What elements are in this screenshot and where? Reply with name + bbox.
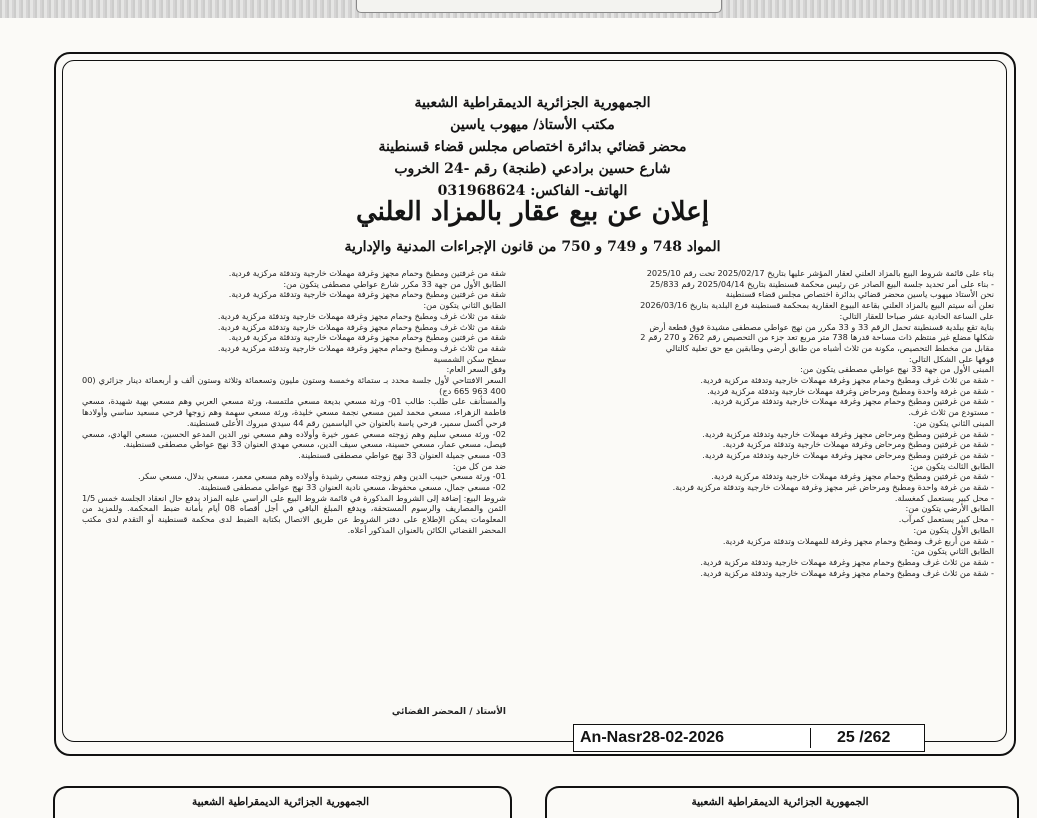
notice-header: [70, 92, 995, 202]
notice-paragraph: 02- ورثة مسعي سليم وهم زوجته مسعي عمور خيرة وأولاده وهم مسعي نور الدين المدعو الحسين، مسعي الهادي، مسعي فيصل، مسعي عمار، مسعي حسينة، مسعي سيف الدين، مسعي مهدي العنوان 33 نهج عواطي مصطفى قسنطينة.: [82, 428, 506, 450]
notice-paragraph: الطابق الثالث يتكون من:: [909, 460, 994, 471]
footer-divider: [810, 728, 811, 748]
notice-paragraph: والمستأنف على طلب: طالب 01- ورثة مسعي بديعة مسعي ملتمسة، ورثة مسعي العربي وهم مسعي بهية شهيدة، مسعي فاطمة الزهراء، مسعي محمد لمين مسعي نجمة مسعي خليدة، ورثة مسعي سهمة وهم زوجها فرحي مسعيد ساسي وأولادها فرحي أكسل سمير، فرحي ياسة بالعنوان حي الياسمين رقم 44 سيدي مبروك الأعلى قسنطينة.: [82, 396, 506, 428]
notice-number: 25 /262: [837, 729, 891, 746]
notice-paragraph: الطابق الثاني يتكون من:: [911, 546, 994, 557]
notice-signature: الأستاذ / المحضر القضائي: [391, 707, 506, 717]
header-jurisdiction: محضر قضائي بدائرة اختصاص مجلس قضاء قسنطينة: [378, 139, 687, 155]
notice-paragraph: نحن الأستاذ ميهوب ياسين محضر قضائي بدائرة اختصاص مجلس قضاء قسنطينة: [725, 289, 994, 300]
notice-paragraph: المبنى الأول من جهة 33 نهج عواطي مصطفى يتكون من:: [800, 364, 994, 375]
notice-paragraph: شقة من ثلاث غرف ومطبخ وحمام مجهز وغرفة مهملات خارجية وتدفئة مركزية فردية.: [217, 321, 506, 332]
notice-paragraph: مقابل من مخطط التحصيص، مكونة من ثلاث أشباه من طابق أرضي وطابقين مع حق تعلية كالتالي: [665, 342, 994, 353]
notice-paragraph: - شقة من غرفتين ومطبخ وحمام مجهز وغرفة مهملات خارجية وتدفئة مركزية فردية.: [711, 471, 994, 482]
notice-paragraph: شقة من ثلاث غرف ومطبخ وحمام مجهز وغرفة مهملات خارجية وتدفئة مركزية فردية.: [217, 342, 506, 353]
next-notice-left-title: الجمهورية الجزائرية الديمقراطية الشعبية: [191, 796, 369, 808]
notice-paragraph: - شقة من ثلاث غرف ومطبخ وحمام مجهز وغرفة مهملات خارجية وتدفئة مركزية فردية.: [700, 567, 994, 578]
notice-paragraph: بناية تقع ببلدية قسنطينة تحمل الرقم 33 و 33 مكرر من نهج عواطي مصطفى مشيدة فوق قطعة أرض: [649, 321, 994, 332]
header-republic: الجمهورية الجزائرية الديمقراطية الشعبية: [414, 95, 651, 111]
notice-paragraph: - شقة من غرفة واحدة ومطبخ ومرحاض وغرفة مهملات خارجية وتدفئة مركزية فردية.: [707, 385, 994, 396]
notice-paragraph: المبنى الثاني يتكون من:: [913, 417, 994, 428]
notice-paragraph: - شقة من غرفتين ومطبخ وحمام مجهز وغرفة مهملات خارجية وتدفئة مركزية فردية.: [711, 396, 994, 407]
header-phone-fax: الهاتف- الفاكس: 031968624: [437, 183, 628, 199]
notice-paragraph: شقة من غرفتين ومطبخ وحمام مجهز وغرفة مهملات خارجية وتدفئة مركزية فردية.: [228, 289, 506, 300]
header-address: شارع حسين برادعي (طنجة) رقم -24 الخروب: [394, 161, 671, 177]
notice-paragraph: نعلن أنه سيتم البيع بالمزاد العلني بقاعة البيوع العقارية بمحكمة قسنطينة فرع البلدية بتاريخ 2026/03/16: [640, 300, 994, 311]
notice-paragraph: - شقة من غرفة واحدة ومطبخ ومرحاض غير مجهز وغرفة مهملات خارجية وتدفئة مركزية فردية.: [672, 482, 994, 493]
notice-paragraph: - شقة من ثلاث غرف ومطبخ وحمام مجهز وغرفة مهملات خارجية وتدفئة مركزية فردية.: [700, 556, 994, 567]
notice-title: إعلان عن بيع عقار بالمزاد العلني: [355, 197, 710, 227]
next-notice-right-title: الجمهورية الجزائرية الديمقراطية الشعبية: [691, 796, 869, 808]
notice-paragraph: - محل كبير يستعمل كمرآب.: [898, 514, 994, 525]
notice-paragraph: 01- ورثة مسعي حبيب الدين وهم زوجته مسعي رشيدة وأولاده وهم مسعي معمر، مسعي بدلال، مسعي سكر.: [137, 471, 506, 482]
notice-paragraph: - شقة من غرفتين ومطبخ ومرحاض وغرفة مهملات خارجية وتدفئة مركزية فردية.: [722, 439, 994, 450]
publication-footer: [573, 724, 925, 752]
notice-subtitle: المواد 748 و 749 و 750 من قانون الإجراءات المدنية والإدارية: [344, 239, 721, 255]
notice-paragraph: شروط البيع: إضافة إلى الشروط المذكورة في قائمة شروط البيع على الراسي عليه المزاد بدفع حال انعقاد الجلسة خمس 1/5 الثمن والمصاريف والرسوم المستحقة، ويدفع المبلغ الباقي في أجل أقصاه 08 أيام بأمانة ضبط المحكمة. وللمزيد من المعلومات يمكن الإطلاع على دفتر الشروط عن طريق الاتصال بكتابة الضبط لدى محكمة قسنطينة أو التقدم لدى مكتب المحضر القضائي الكائن بالعنوان المذكور أعلاه.: [82, 492, 506, 535]
notice-paragraph: الطابق الأول يتكون من:: [913, 524, 994, 535]
notice-paragraph: شكلها مضلع غير منتظم ذات مساحة قدرها 738 متر مربع تعد جزء من التحصيص رقم 262 و 270 رقم 2: [640, 332, 994, 343]
notice-paragraph: سطح سكن الشمسية: [433, 353, 506, 364]
notice-paragraph: شقة من غرفتين ومطبخ وحمام مجهز وغرفة مهملات خارجية وتدفئة مركزية فردية.: [228, 332, 506, 343]
notice-paragraph: الطابق الأول من جهة 33 مكرر شارع عواطي مصطفى يتكون من:: [283, 278, 506, 289]
notice-paragraph: - بناء على أمر تحديد جلسة البيع الصادر عن رئيس محكمة قسنطينة بتاريخ 2025/04/14 رقم 25/833: [649, 278, 994, 289]
notice-paragraph: السعر الافتتاحي لأول جلسة محدد بـ ستمائة وخمسة وستون مليون وتسعمائة وثلاثة وستون ألف و أربعمائة دينار جزائري (00 400 963 665 دج): [82, 375, 506, 396]
notice-paragraph: - شقة من أربع غرف ومطبخ وحمام مجهز وغرفة للمهملات وتدفئة مركزية فردية.: [722, 535, 994, 546]
notice-paragraph: بناء على قائمة شروط البيع بالمزاد العلني لعقار المؤشر عليها بتاريخ 2025/02/17 تحت رقم 2025/10: [646, 268, 994, 278]
notice-paragraph: على الساعة الحادية عشر صباحا للعقار التالي:: [839, 310, 994, 321]
notice-paragraph: شقة من غرفتين ومطبخ وحمام مجهز وغرفة مهملات خارجية وتدفئة مركزية فردية.: [228, 268, 506, 278]
publication-reference: An-Nasr28-02-2026: [580, 729, 725, 746]
notice-paragraph: - مستودع من ثلاث غرف.: [908, 407, 994, 418]
notice-paragraph: الطابق الأرضي يتكون من:: [905, 503, 994, 514]
notice-left-column: [82, 268, 506, 708]
notice-paragraph: - شقة من غرفتين ومطبخ ومرحاض مجهز وغرفة مهملات خارجية وتدفئة مركزية فردية.: [702, 428, 994, 439]
notice-paragraph: فوقها على الشكل التالي:: [908, 353, 994, 364]
notice-paragraph: ضد من كل من:: [452, 460, 506, 471]
notice-paragraph: الطابق الثاني يتكون من:: [423, 300, 506, 311]
notice-right-column: [576, 268, 994, 726]
notice-paragraph: - شقة من غرفتين ومطبخ ومرحاض مجهز وغرفة مهملات خارجية وتدفئة مركزية فردية.: [702, 449, 994, 460]
notice-paragraph: 03- مسعي جميلة العنوان 33 نهج عواطي مصطفى قسنطينة.: [298, 449, 506, 460]
notice-paragraph: - شقة من ثلاث غرف ومطبخ وحمام مجهز وغرفة مهملات خارجية وتدفئة مركزية فردية.: [700, 375, 994, 386]
previous-ad-edge: [356, 0, 722, 13]
notice-paragraph: وفق السعر العام:: [446, 364, 506, 375]
notice-paragraph: 02- مسعي جمال، مسعي محفوظ، مسعي نادية العنوان 33 نهج عواطي مصطفى قسنطينة.: [198, 482, 506, 493]
notice-paragraph: - محل كبير يستعمل كمغسلة.: [894, 492, 994, 503]
header-office: مكتب الأستاذ/ ميهوب ياسين: [450, 117, 615, 133]
notice-paragraph: شقة من ثلاث غرف ومطبخ وحمام مجهز وغرفة مهملات خارجية وتدفئة مركزية فردية.: [217, 310, 506, 321]
